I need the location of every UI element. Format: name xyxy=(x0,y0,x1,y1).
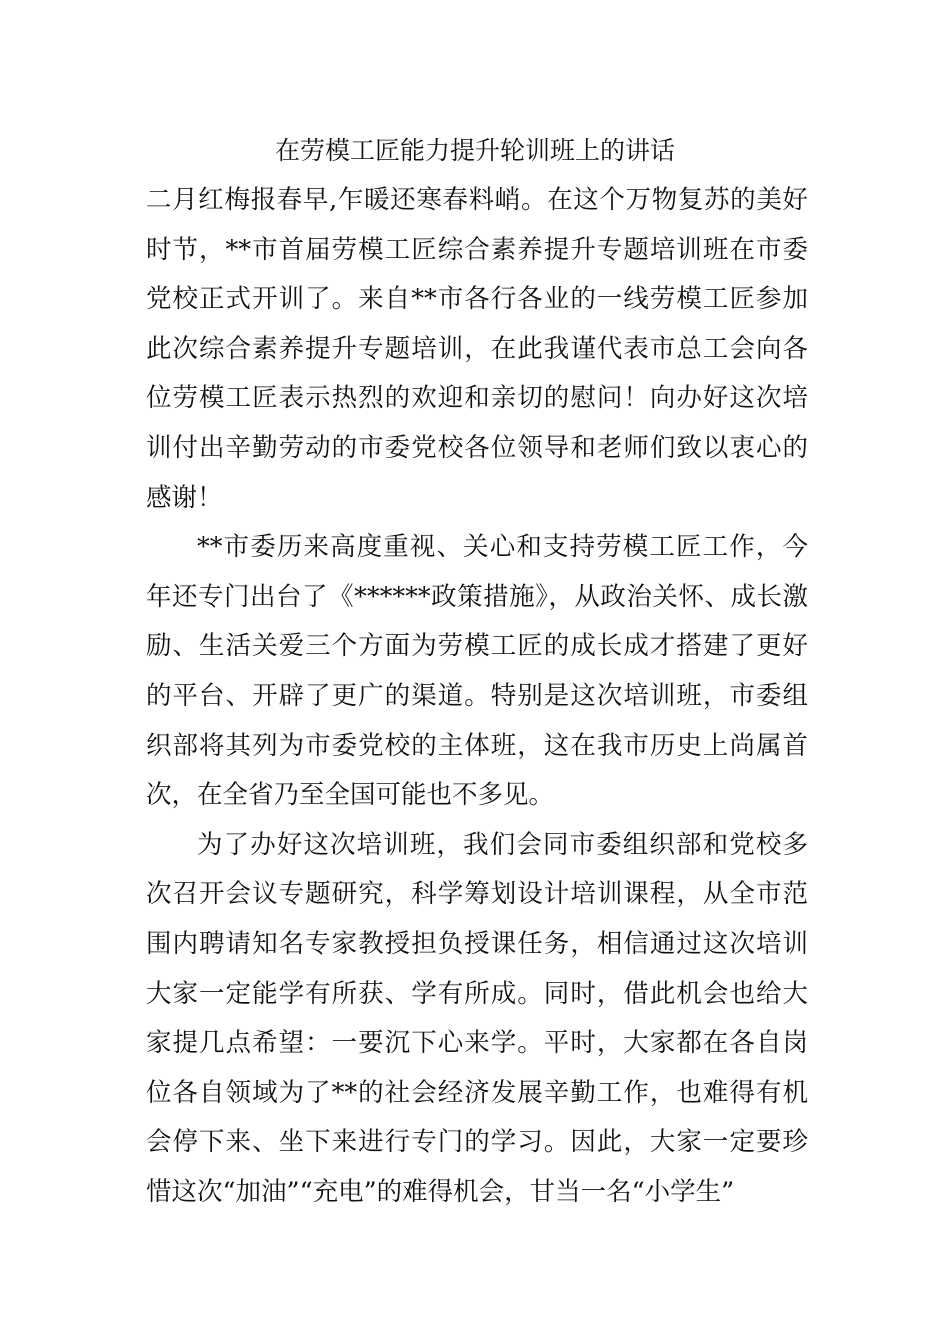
paragraph-3: 为了办好这次培训班，我们会同市委组织部和党校多次召开会议专题研究，科学筹划设计培训课程，从全市范围内聘请知名专家教授担负授课任务，相信通过这次培训大家一定能学有所获、学有所成。同时，借此机会也给大家提几点希望：一要沉下心来学。平时，大家都在各自岗位各自领域为了**的社会经济发展辛勤工作，也难得有机会停下来、坐下来进行专门的学习。因此，大家一定要珍惜这次“加油”“充电”的难得机会，甘当一名“小学生” xyxy=(146,829,808,1207)
paragraph-1: 二月红梅报春早,乍暖还寒春料峭。在这个万物复苏的美好时节，**市首届劳模工匠综合素养提升专题培训班在市委党校正式开训了。来自**市各行各业的一线劳模工匠参加此次综合素养提升专题培训，在此我谨代表市总工会向各位劳模工匠表示热烈的欢迎和亲切的慰问！向办好这次培训付出辛勤劳动的市委党校各位领导和老师们致以衷心的感谢！ xyxy=(146,185,808,513)
document-body xyxy=(146,176,808,1217)
paragraph-2: **市委历来高度重视、关心和支持劳模工匠工作，今年还专门出台了《******政策措施》，从政治关怀、成长激励、生活关爱三个方面为劳模工匠的成长成才搭建了更好的平台、开辟了更广的渠道。特别是这次培训班，市委组织部将其列为市委党校的主体班，这在我市历史上尚属首次，在全省乃至全国可能也不多见。 xyxy=(146,532,808,811)
document-title: 在劳模工匠能力提升轮训班上的讲话 xyxy=(274,136,675,165)
